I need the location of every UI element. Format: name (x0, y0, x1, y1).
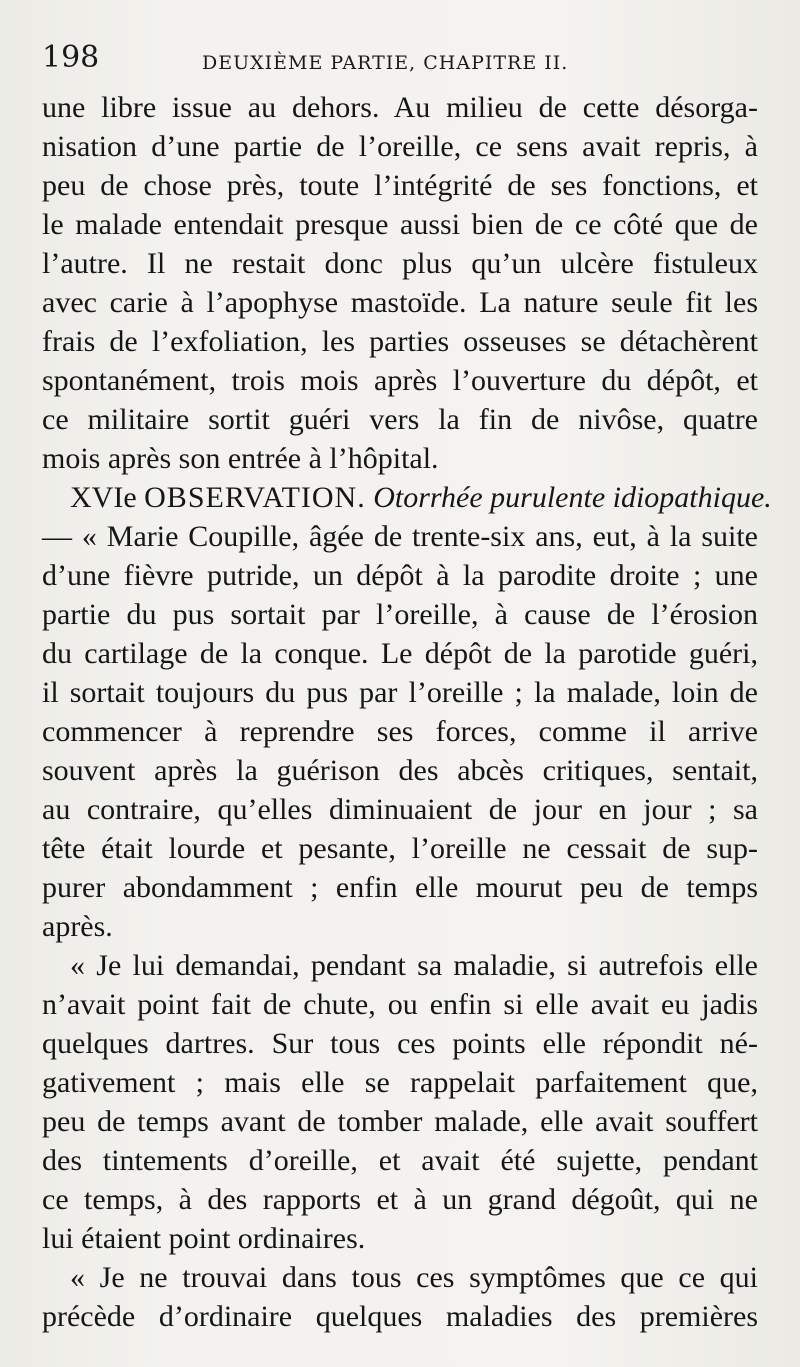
text-line: peu de temps avant de tomber malade, elle avait souffert (42, 1105, 758, 1138)
page-number: 198 (42, 40, 100, 75)
observation-label: OBSERVATION. (144, 481, 366, 514)
text-line: au contraire, qu’elles diminuaient de jour en jour ; sa (42, 793, 758, 826)
text-line: quelques dartres. Sur tous ces points elle répondit né- (42, 1027, 758, 1060)
body-text (42, 88, 772, 1336)
text-line: mois après son entrée à l’hôpital. (42, 442, 439, 475)
text-line: gativement ; mais elle se rappelait parfaitement que, (42, 1066, 758, 1099)
paragraph-3 (42, 946, 758, 1258)
observation-paragraph (42, 478, 772, 946)
text-line: le malade entendait presque aussi bien de ce côté que de (42, 208, 758, 241)
text-line: ce temps, à des rapports et à un grand dégoût, qui ne (42, 1183, 758, 1216)
observation-title: Otorrhée purulente idiopathique. (373, 481, 772, 514)
text-line: avec carie à l’apophyse mastoïde. La nature seule fit les (42, 286, 758, 319)
text-line: précède d’ordinaire quelques maladies des premières (42, 1300, 758, 1333)
text-line: nisation d’une partie de l’oreille, ce sens avait repris, à (42, 130, 758, 163)
text-line: « Je ne trouvai dans tous ces symptômes que ce qui (70, 1261, 758, 1294)
text-line: commencer à reprendre ses forces, comme il arrive (42, 715, 758, 748)
text-line: il sortait toujours du pus par l’oreille ; la malade, loin de (42, 676, 758, 709)
running-title: DEUXIÈME PARTIE, CHAPITRE II. (202, 52, 569, 74)
text-line: tête était lourde et pesante, l’oreille ne cessait de sup- (42, 832, 758, 865)
text-line: spontanément, trois mois après l’ouverture du dépôt, et (42, 364, 758, 397)
text-line: du cartilage de la conque. Le dépôt de la parotide guéri, (42, 637, 758, 670)
text-line: frais de l’exfoliation, les parties osseuses se détachèrent (42, 325, 758, 358)
paragraph-1 (42, 88, 758, 478)
text-line: après. (42, 910, 113, 943)
running-head (42, 40, 758, 80)
text-line: « Je lui demandai, pendant sa maladie, si autrefois elle (70, 949, 758, 982)
observation-number: XVIe (70, 481, 137, 514)
text-line: une libre issue au dehors. Au milieu de cette désorga- (42, 91, 758, 124)
text-line: peu de chose près, toute l’intégrité de ses fonctions, et (42, 169, 758, 202)
observation-heading (42, 478, 772, 517)
text-line: l’autre. Il ne restait donc plus qu’un ulcère fistuleux (42, 247, 758, 280)
text-line: d’une fièvre putride, un dépôt à la parodite droite ; une (42, 559, 758, 592)
text-line: purer abondamment ; enfin elle mourut peu de temps (42, 871, 758, 904)
paragraph-4 (42, 1258, 758, 1336)
text-line: n’avait point fait de chute, ou enfin si elle avait eu jadis (42, 988, 758, 1021)
text-line: partie du pus sortait par l’oreille, à cause de l’érosion (42, 598, 758, 631)
text-line: ce militaire sortit guéri vers la fin de nivôse, quatre (42, 403, 758, 436)
text-line: lui étaient point ordinaires. (42, 1222, 366, 1255)
text-line: — « Marie Coupille, âgée de trente-six ans, eut, à la suite (42, 520, 758, 553)
text-line: des tintements d’oreille, et avait été sujette, pendant (42, 1144, 758, 1177)
text-line: souvent après la guérison des abcès critiques, sentait, (42, 754, 758, 787)
